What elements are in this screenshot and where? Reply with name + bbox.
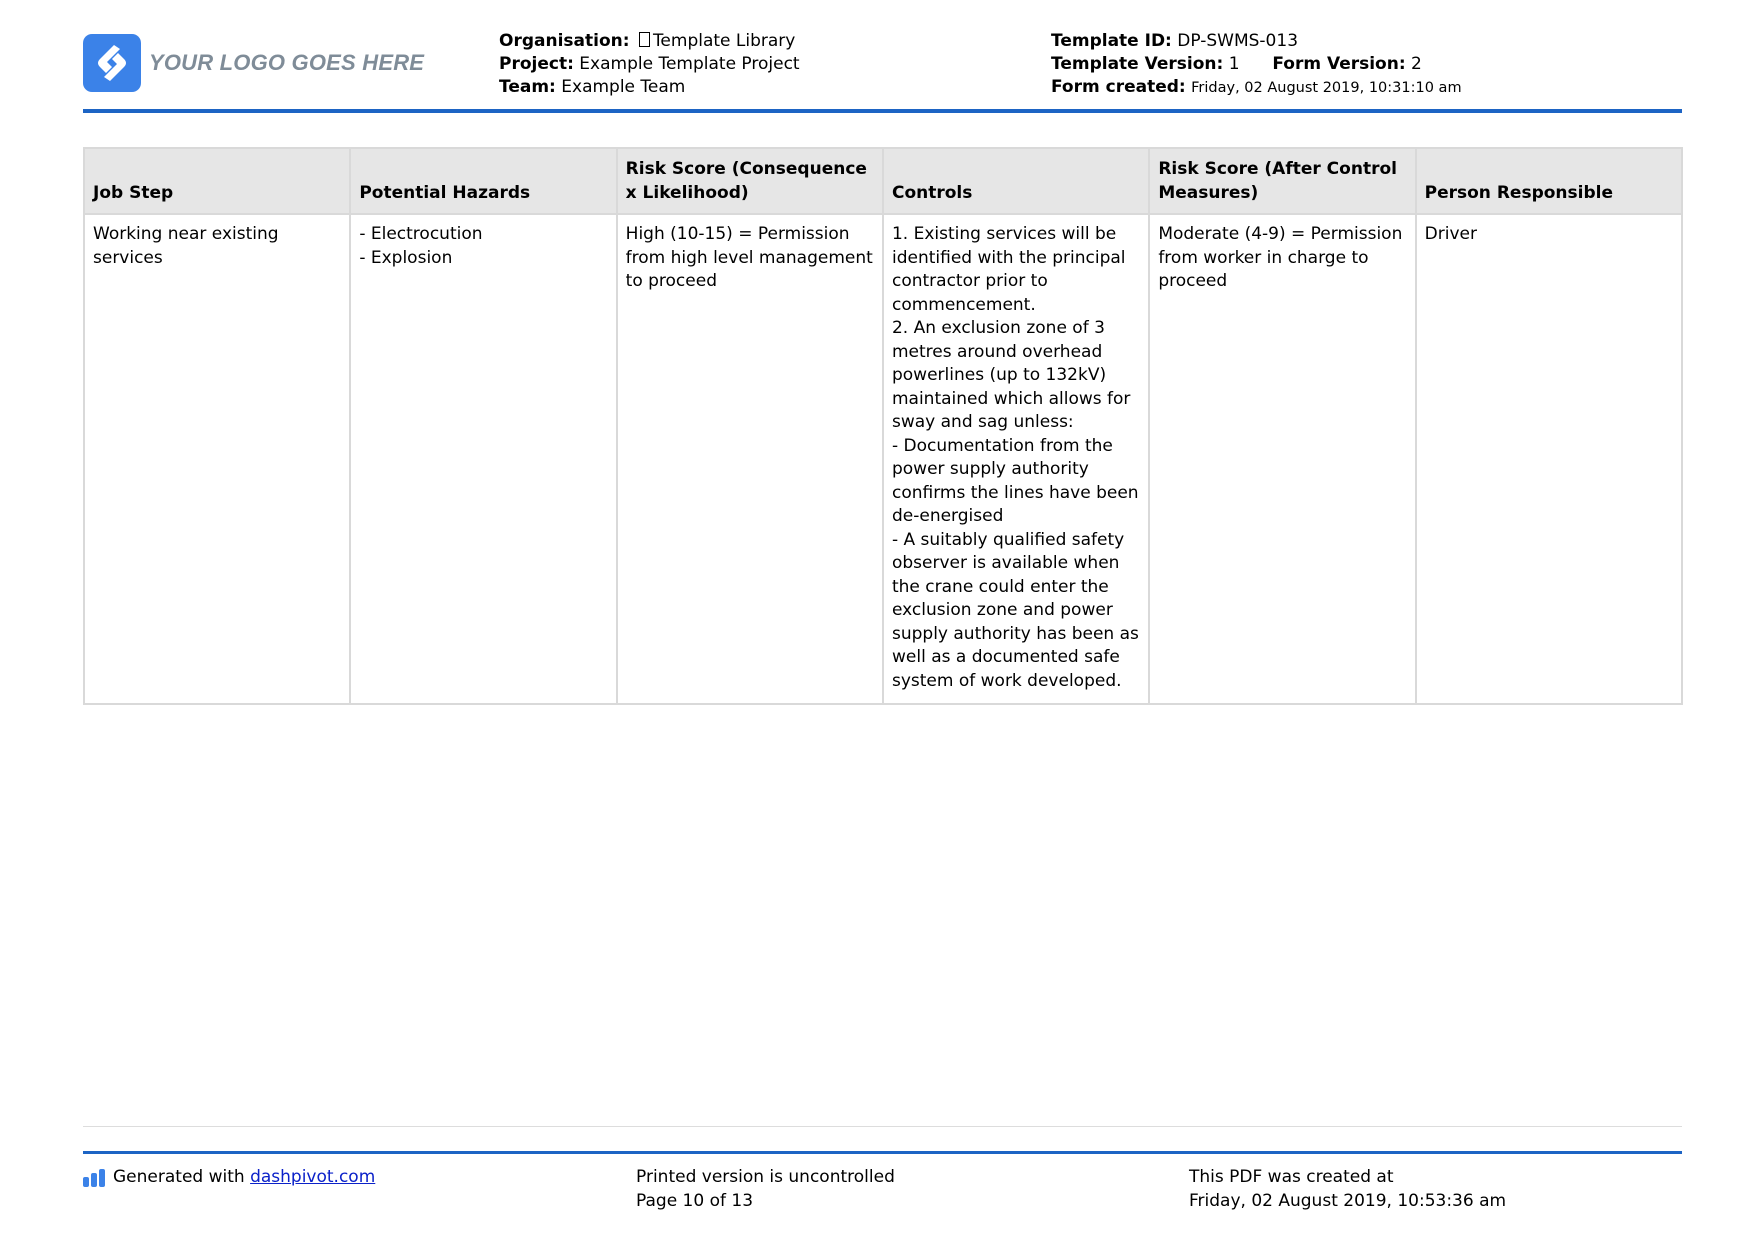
- dashpivot-bars-icon: [83, 1169, 105, 1187]
- form-created-label: Form created:: [1051, 77, 1186, 97]
- team-line: [499, 76, 800, 99]
- template-version-value: 1: [1228, 54, 1240, 74]
- created-prefix: This PDF was created at: [1189, 1167, 1394, 1187]
- column-header-job-step: Job Step: [84, 148, 350, 214]
- organisation-label: Organisation:: [499, 31, 630, 51]
- column-header-person-responsible: Person Responsible: [1416, 148, 1682, 214]
- footer-generated: [83, 1166, 375, 1190]
- form-version-label: Form Version:: [1272, 54, 1406, 74]
- organisation-value: Template Library: [652, 31, 796, 51]
- generated-prefix: Generated with: [113, 1167, 245, 1187]
- footer-thin-divider: [83, 1126, 1682, 1127]
- template-id-value: DP-SWMS-013: [1177, 31, 1299, 51]
- cell-job-step: Working near existing services: [84, 214, 350, 704]
- cell-controls: 1. Existing services will be identified with the principal contractor prior to commencement. 2. An exclusion zone of 3 metres around overhead powerlines (up to 132kV) maintained which allows for sway and sag unless: - Documentation from the power supply authority confirms the lines have been de-energised - A suitably qualified safety observer is available when the crane could enter the exclusion zone and power supply authority has been as well as a documented safe system of work developed.: [883, 214, 1149, 704]
- project-line: [499, 53, 800, 76]
- form-created-value: Friday, 02 August 2019, 10:31:10 am: [1191, 80, 1462, 96]
- logo: [83, 34, 424, 92]
- printed-notice: Printed version is uncontrolled: [636, 1167, 895, 1187]
- project-label: Project:: [499, 54, 574, 74]
- template-id-label: Template ID:: [1051, 31, 1172, 51]
- document-icon: [639, 32, 650, 47]
- table-header-row: [84, 148, 1682, 214]
- cell-potential-hazards: - Electrocution - Explosion: [350, 214, 616, 704]
- dashpivot-link[interactable]: dashpivot.com: [250, 1167, 376, 1187]
- team-value: Example Team: [561, 77, 686, 97]
- template-version-label: Template Version:: [1051, 54, 1224, 74]
- organisation-line: [499, 30, 800, 53]
- column-header-risk-score: Risk Score (Consequence x Likelihood): [617, 148, 883, 214]
- table-row: [84, 214, 1682, 704]
- template-id-line: [1051, 30, 1462, 53]
- form-created-line: [1051, 76, 1462, 100]
- column-header-potential-hazards: Potential Hazards: [350, 148, 616, 214]
- project-value: Example Template Project: [579, 54, 800, 74]
- header-divider: [83, 109, 1682, 113]
- logo-icon: [83, 34, 141, 92]
- cell-risk-score-after: Moderate (4-9) = Permission from worker in charge to proceed: [1149, 214, 1415, 704]
- cell-person-responsible: Driver: [1416, 214, 1682, 704]
- logo-text: YOUR LOGO GOES HERE: [149, 50, 425, 75]
- column-header-risk-score-after: Risk Score (After Control Measures): [1149, 148, 1415, 214]
- footer-created-info: [1189, 1166, 1506, 1213]
- footer-divider: [83, 1151, 1682, 1154]
- cell-risk-score: High (10-15) = Permission from high level management to proceed: [617, 214, 883, 704]
- version-line: [1051, 53, 1462, 76]
- form-version-value: 2: [1411, 54, 1422, 74]
- header-meta-right: [1051, 30, 1462, 100]
- swms-table: [83, 147, 1683, 705]
- page-header: [83, 28, 1682, 112]
- footer-print-info: [636, 1166, 895, 1213]
- header-meta-center: [499, 30, 800, 99]
- team-label: Team:: [499, 77, 556, 97]
- page-number: Page 10 of 13: [636, 1190, 754, 1211]
- created-timestamp: Friday, 02 August 2019, 10:53:36 am: [1189, 1190, 1507, 1211]
- column-header-controls: Controls: [883, 148, 1149, 214]
